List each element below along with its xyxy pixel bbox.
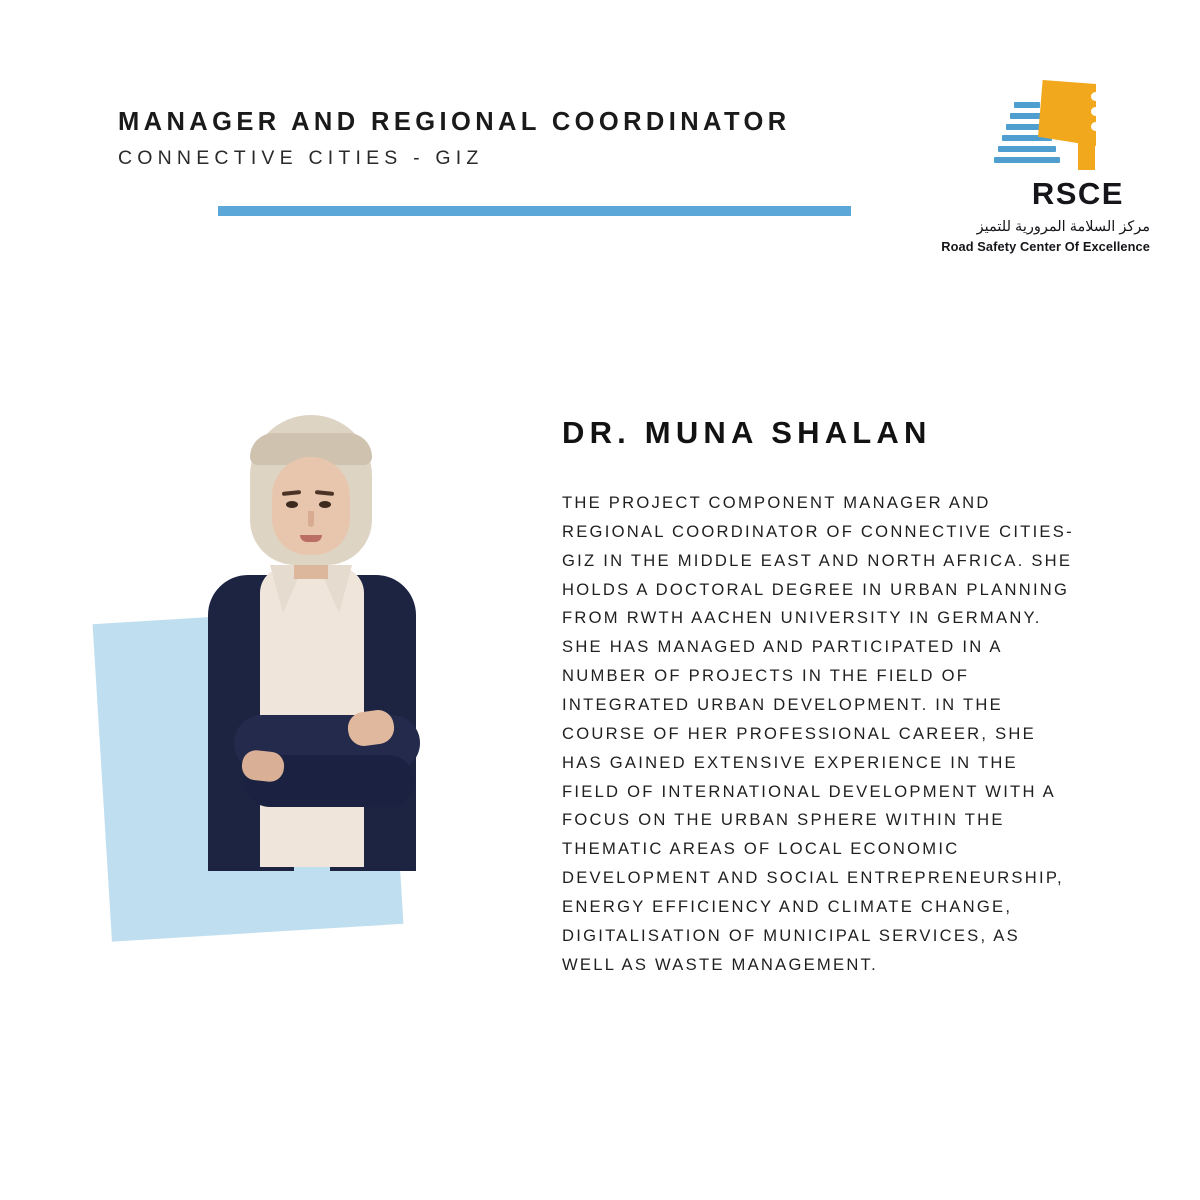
profile-bio-text: THE PROJECT COMPONENT MANAGER AND REGIONAL COORDINATOR OF CONNECTIVE CITIES-GIZ IN THE MIDDLE EAST AND NORTH AFRICA. SHE HOLDS A DOCTORAL DEGREE IN URBAN PLANNING FROM RWTH AACHEN UNIVERSITY IN GERMANY. SHE HAS MANAGED AND PARTICIPATED IN A NUMBER OF PROJECTS IN THE FIELD OF INTEGRATED URBAN DEVELOPMENT. IN THE COURSE OF HER PROFESSIONAL CAREER, SHE HAS GAINED EXTENSIVE EXPERIENCE IN THE FIELD OF INTERNATIONAL DEVELOPMENT WITH A FOCUS ON THE URBAN SPHERE WITHIN THE THEMATIC AREAS OF LOCAL ECONOMIC DEVELOPMENT AND SOCIAL ENTREPRENEURSHIP, ENERGY EFFICIENCY AND CLIMATE CHANGE, DIGITALISATION OF MUNICIPAL SERVICES, AS WELL AS WASTE MANAGEMENT. — [562, 493, 1074, 974]
profile-photo — [198, 415, 498, 885]
logo-arabic-name: مركز السلامة المرورية للتميز — [976, 219, 1150, 235]
portrait-area — [100, 400, 520, 960]
rsce-logo-mark-icon — [992, 80, 1112, 172]
photo-eye-right — [319, 501, 331, 508]
logo-acronym: RSCE — [1031, 176, 1124, 211]
header-title-group — [118, 108, 791, 170]
logo-dots-icon — [1091, 92, 1100, 137]
logo-english-name: Road Safety Center Of Excellence — [941, 239, 1150, 254]
header-banner — [0, 0, 1200, 260]
profile-bio-block — [562, 415, 1082, 980]
page-subtitle: CONNECTIVE CITIES - GIZ — [118, 147, 484, 170]
photo-mouth — [300, 535, 322, 542]
header-divider-bar — [218, 206, 851, 216]
photo-hand-left — [241, 749, 286, 783]
page-title: MANAGER AND REGIONAL COORDINATOR — [118, 108, 791, 136]
photo-nose — [308, 511, 314, 527]
photo-eye-left — [286, 501, 298, 508]
profile-name: DR. MUNA SHALAN — [562, 415, 932, 450]
rsce-logo — [920, 80, 1150, 254]
logo-amber-tail-icon — [1078, 132, 1095, 170]
